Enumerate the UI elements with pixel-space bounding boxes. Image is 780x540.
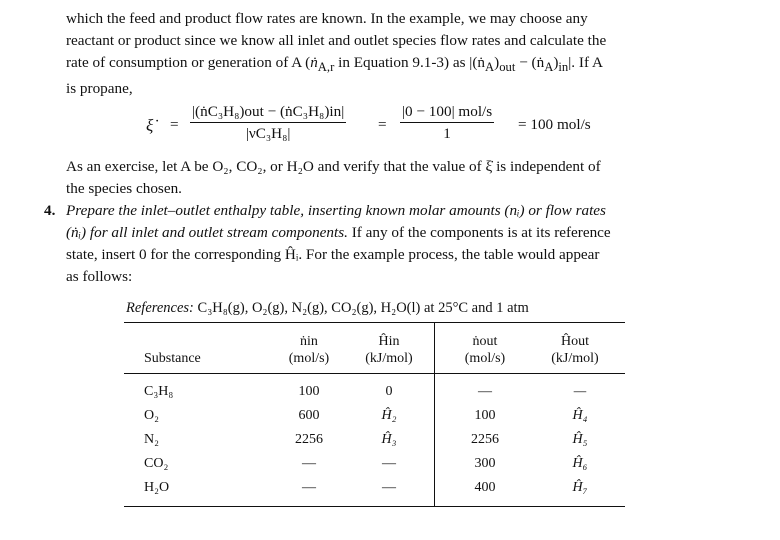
fraction-species bbox=[190, 102, 346, 145]
cell-n-out: 100 bbox=[435, 404, 536, 428]
cell-n-out: 400 bbox=[435, 476, 536, 507]
xi-symbol: ξ̇ bbox=[146, 116, 154, 136]
header-h-out: Ĥout (kJ/mol) bbox=[535, 323, 625, 374]
fraction-species-denominator: |νC₃H₈| bbox=[245, 125, 291, 143]
fraction-values-denominator: 1 bbox=[443, 125, 451, 143]
table-row bbox=[124, 428, 625, 452]
step-4-line-2-rest: If any of the components is at its reference bbox=[347, 224, 611, 242]
fraction-values bbox=[400, 102, 494, 145]
step-4-line-3: state, insert 0 for the corresponding Ĥᵢ. For the example process, the table would appear bbox=[66, 246, 600, 264]
header-h-in: Ĥin (kJ/mol) bbox=[344, 323, 435, 374]
references-line bbox=[126, 298, 726, 318]
references-label: References: bbox=[126, 300, 194, 317]
cell-h-in: Ĥ₃ bbox=[381, 432, 397, 448]
intro-line-3: rate of consumption or generation of A (ṅ$_{A,r}$ in Equation 9.1-3) as $|(ṅ_A)_{out}$ − $(ṅ_A)_{in}|$. If A bbox=[66, 54, 603, 75]
cell-h-in: Ĥ₂ bbox=[381, 408, 397, 424]
equation-result: = 100 mol/s bbox=[518, 116, 591, 134]
header-substance: Substance bbox=[124, 323, 274, 374]
intro-line-1: which the feed and product flow rates are known. In the example, we may choose any bbox=[66, 10, 588, 27]
cell-h-in: — bbox=[382, 456, 396, 472]
paragraph-intro bbox=[66, 8, 726, 100]
intro-line-2: reactant or product since we know all inlet and outlet species flow rates and calculate the bbox=[66, 32, 607, 49]
step-number: 4. bbox=[44, 202, 56, 220]
cell-h-in: — bbox=[382, 480, 396, 496]
step-4-line-4: as follows: bbox=[66, 268, 133, 286]
cell-h-out: Ĥ₆ bbox=[572, 456, 588, 472]
table-row bbox=[124, 404, 625, 428]
textbook-page bbox=[44, 8, 726, 507]
equals-sign-2: = bbox=[378, 116, 387, 134]
cell-substance: O₂ bbox=[144, 408, 159, 424]
cell-n-out: 300 bbox=[435, 452, 536, 476]
cell-substance: N₂ bbox=[144, 432, 159, 448]
step-4-line-2-italic: (ṅᵢ) for all inlet and outlet stream components. bbox=[66, 224, 348, 242]
cell-n-in: 2256 bbox=[295, 432, 323, 448]
table-row bbox=[124, 374, 625, 405]
enthalpy-table bbox=[124, 322, 625, 507]
fraction-values-numerator: |0 − 100| mol/s bbox=[400, 102, 494, 123]
cell-n-in: — bbox=[302, 480, 316, 496]
exercise-line-1: As an exercise, let A be O₂, CO₂, or H₂O and verify that the value of ξ̇ is independent of bbox=[66, 158, 601, 176]
table-row bbox=[124, 476, 625, 507]
intro-line-4: is propane, bbox=[66, 80, 133, 98]
cell-substance: CO₂ bbox=[144, 456, 169, 472]
cell-n-in: 600 bbox=[298, 408, 320, 424]
references-text: C₃H₈(g), O₂(g), N₂(g), CO₂(g), H₂O(l) at 25°C and 1 atm bbox=[193, 300, 529, 317]
cell-substance: H₂O bbox=[144, 480, 170, 496]
table-header-row bbox=[124, 323, 625, 374]
cell-n-out: 2256 bbox=[435, 428, 536, 452]
cell-n-in: 100 bbox=[298, 384, 320, 400]
cell-substance: C₃H₈ bbox=[144, 384, 174, 400]
step-4-line-1: Prepare the inlet–outlet enthalpy table, inserting known molar amounts (nᵢ) or flow rates bbox=[66, 202, 606, 220]
cell-h-out: Ĥ₅ bbox=[572, 432, 588, 448]
fraction-species-numerator: |(ṅC₃H₈)out − (ṅC₃H₈)in| bbox=[190, 102, 346, 123]
paragraph-exercise bbox=[66, 156, 726, 200]
header-n-out: ṅout (mol/s) bbox=[435, 323, 536, 374]
header-n-in: ṅin (mol/s) bbox=[274, 323, 344, 374]
cell-h-out: — bbox=[573, 384, 587, 400]
cell-n-in: — bbox=[302, 456, 316, 472]
cell-h-in: 0 bbox=[385, 384, 393, 400]
extent-of-reaction-equation bbox=[66, 102, 726, 152]
equals-sign: = bbox=[170, 116, 179, 134]
exercise-line-2: the species chosen. bbox=[66, 180, 182, 198]
cell-n-out: — bbox=[435, 374, 536, 405]
cell-h-out: Ĥ₇ bbox=[572, 480, 588, 496]
table-row bbox=[124, 452, 625, 476]
step-4 bbox=[44, 200, 726, 288]
cell-h-out: Ĥ₄ bbox=[572, 408, 588, 424]
